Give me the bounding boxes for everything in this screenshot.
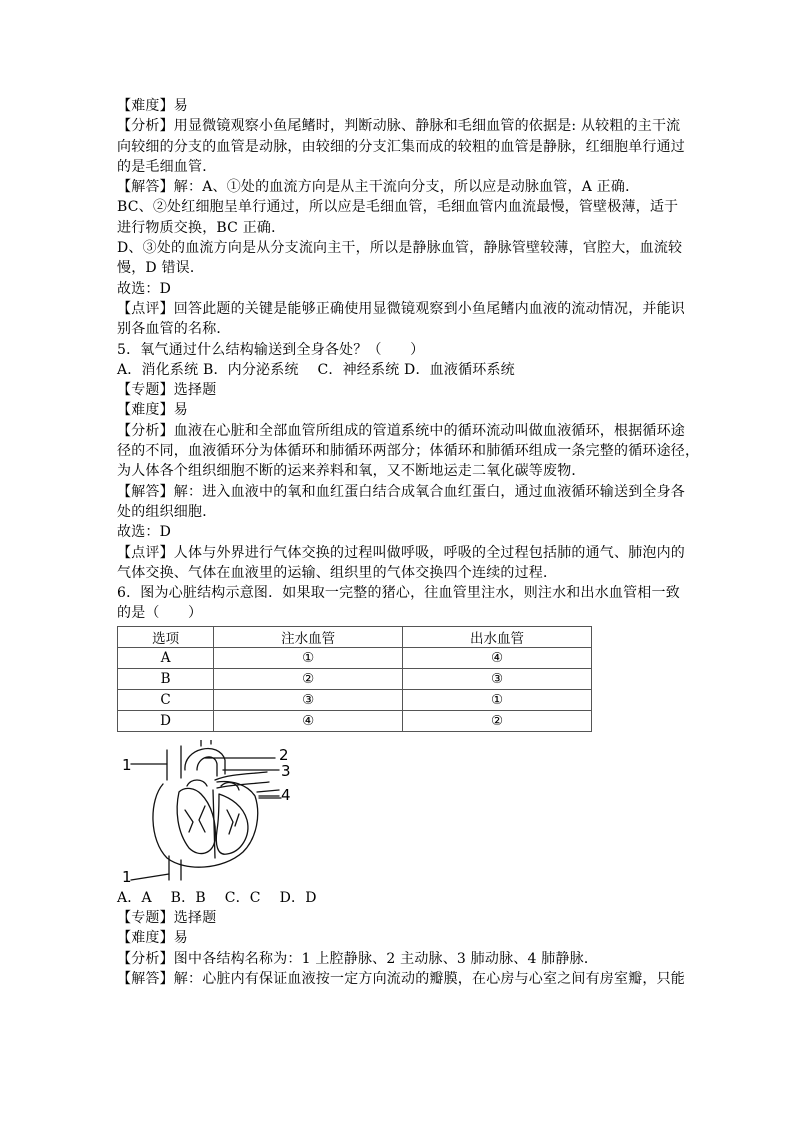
table-cell: B <box>118 668 214 689</box>
question-5-options: A．消化系统 B．内分泌系统 C．神经系统 D．血液循环系统 <box>117 361 515 378</box>
text-line: 慢，D 错误． <box>117 260 205 277</box>
text-line: 故选：D <box>117 524 172 541</box>
table-cell: ② <box>214 668 403 689</box>
table-header: 选项 <box>118 626 214 647</box>
document-page <box>117 96 700 989</box>
text-line: 进行物质交换，BC 正确． <box>117 219 286 236</box>
table-cell: D <box>118 710 214 731</box>
table-cell: ① <box>214 647 403 668</box>
table-header: 出水血管 <box>403 626 592 647</box>
question-6: 6．图为心脏结构示意图．如果取一完整的猪心，往血管里注水，则注水和出水血管相一致 <box>117 585 680 602</box>
options-table <box>117 626 592 732</box>
heart-diagram <box>119 740 319 888</box>
table-header: 注水血管 <box>214 626 403 647</box>
text-line: 【点评】回答此题的关键是能够正确使用显微镜观察到小鱼尾鳍内血液的流动情况，并能识 <box>117 300 685 317</box>
answer-options: A．A B．B C．C D．D <box>117 889 317 906</box>
table-header-row <box>118 626 592 647</box>
table-cell: C <box>118 689 214 710</box>
table-row <box>118 668 592 689</box>
text-line: 【难度】易 <box>117 930 188 947</box>
table-row <box>118 689 592 710</box>
text-line: 【解答】解：进入血液中的氧和血红蛋白结合成氧合血红蛋白，通过血液循环输送到全身各 <box>117 483 685 500</box>
text-line: 为人体各个组织细胞不断的运来养料和氧，又不断地运走二氧化碳等废物． <box>117 463 586 480</box>
table-cell: ③ <box>403 668 592 689</box>
table-cell: ② <box>403 710 592 731</box>
text-line: D、③处的血流方向是从分支流向主干，所以是静脉血管，静脉管壁较薄，官腔大，血流较 <box>117 240 683 257</box>
text-line: 【解答】解：心脏内有保证血液按一定方向流动的瓣膜，在心房与心室之间有房室瓣，只能 <box>117 970 685 987</box>
text-line: 【分析】用显微镜观察小鱼尾鳍时，判断动脉、静脉和毛细血管的依据是: 从较粗的主干流 <box>117 118 681 135</box>
question-6-cont: 的是（ ） <box>117 605 203 622</box>
text-line: 径的不同，血液循环分为体循环和肺循环两部分；体循环和肺循环组成一条完整的循环途径， <box>117 443 700 460</box>
table-cell: A <box>118 647 214 668</box>
label-1-bottom: 1 <box>122 867 132 886</box>
table-cell: ① <box>403 689 592 710</box>
text-line: 【专题】选择题 <box>117 382 217 399</box>
text-block-bottom <box>117 888 685 989</box>
text-line: 【解答】解：A、①处的血流方向是从主干流向分支，所以应是动脉血管，A 正确． <box>117 179 640 196</box>
text-line: 【分析】血液在心脏和全部血管所组成的管道系统中的循环流动叫做血液循环，根据循环途 <box>117 422 685 439</box>
label-1-top: 1 <box>122 755 132 774</box>
text-line: BC、②处红细胞呈单行通过，所以应是毛细血管，毛细血管内血流最慢，管壁极薄，适于 <box>117 199 679 216</box>
text-line: 故选：D <box>117 280 172 297</box>
table-cell: ④ <box>403 647 592 668</box>
question-5: 5．氧气通过什么结构输送到全身各处？（ ） <box>117 341 425 358</box>
text-line: 【难度】易 <box>117 98 188 114</box>
table-cell: ④ <box>214 710 403 731</box>
text-line: 【点评】人体与外界进行气体交换的过程叫做呼吸，呼吸的全过程包括肺的通气、肺泡内的 <box>117 544 685 561</box>
label-2: 2 <box>279 745 289 764</box>
text-line: 处的组织细胞． <box>117 503 217 520</box>
table-row <box>118 647 592 668</box>
label-4: 4 <box>281 785 291 804</box>
text-line: 【难度】易 <box>117 402 188 419</box>
text-line: 别各血管的名称． <box>117 321 231 338</box>
text-line: 的是毛细血管． <box>117 158 217 175</box>
label-3: 3 <box>281 761 291 780</box>
table-row <box>118 710 592 731</box>
text-block-top <box>117 96 700 624</box>
text-line: 【分析】图中各结构名称为：1 上腔静脉、2 主动脉、3 肺动脉、4 肺静脉． <box>117 950 599 967</box>
text-line: 【专题】选择题 <box>117 910 217 927</box>
table-cell: ③ <box>214 689 403 710</box>
text-line: 气体交换、气体在血液里的运输、组织里的气体交换四个连续的过程． <box>117 564 558 581</box>
text-line: 向较细的分支的血管是动脉，由较细的分支汇集而成的较粗的血管是静脉，红细胞单行通过 <box>117 138 685 155</box>
